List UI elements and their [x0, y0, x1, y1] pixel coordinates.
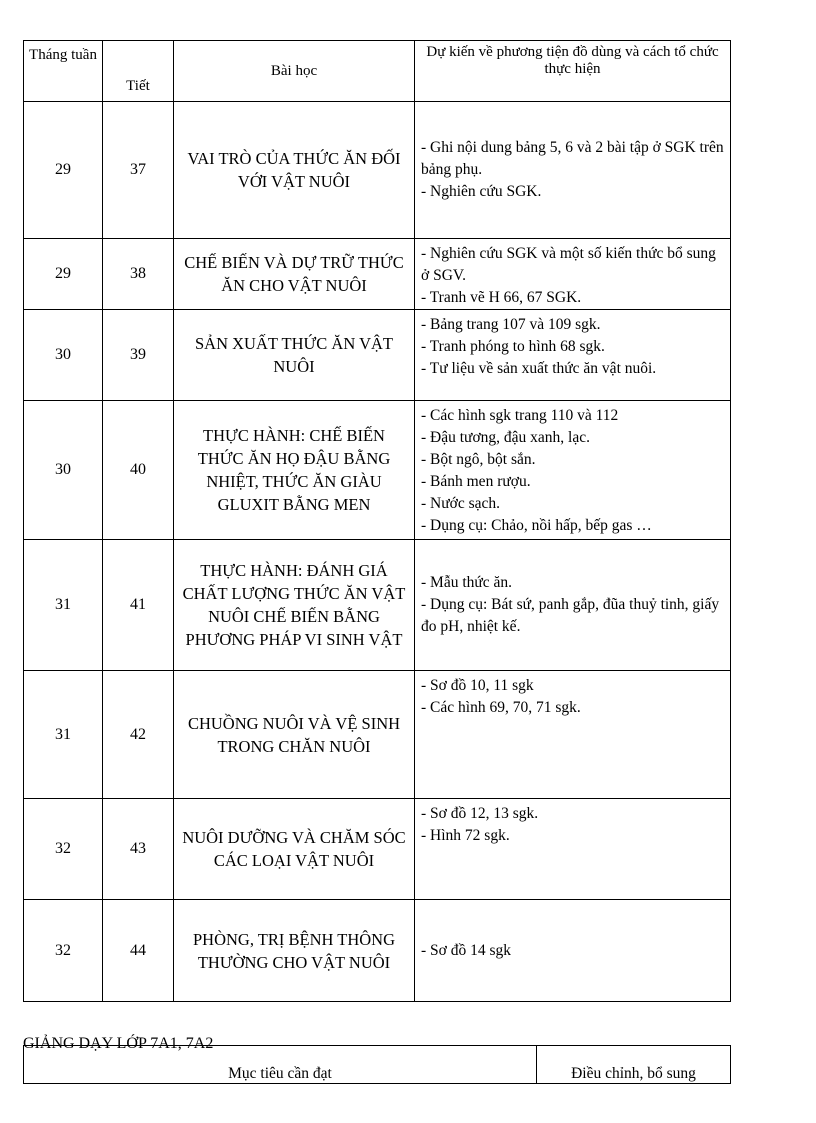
means-cell — [415, 310, 731, 401]
lesson-title-cell: PHÒNG, TRỊ BỆNH THÔNG THƯỜNG CHO VẬT NUÔI — [174, 900, 415, 1002]
means-item: - Hình 72 sgk. — [421, 827, 510, 844]
means-cell — [415, 401, 731, 540]
week-cell: 31 — [24, 671, 103, 799]
means-item: - Bánh men rượu. — [421, 473, 531, 490]
table-row — [24, 799, 731, 900]
means-item: - Sơ đồ 10, 11 sgk — [421, 677, 534, 694]
week-cell: 30 — [24, 401, 103, 540]
lesson-title-cell: THỰC HÀNH: CHẾ BIẾN THỨC ĂN HỌ ĐẬU BẰNG NHIỆT, THỨC ĂN GIÀU GLUXIT BẰNG MEN — [174, 401, 415, 540]
week-cell: 29 — [24, 239, 103, 310]
means-item: - Bột ngô, bột sắn. — [421, 451, 536, 468]
table-row — [24, 239, 731, 310]
means-cell — [415, 671, 731, 799]
means-item: - Nghiên cứu SGK. — [421, 183, 542, 200]
period-cell: 38 — [103, 239, 174, 310]
means-item: - Sơ đồ 12, 13 sgk. — [421, 805, 539, 822]
week-cell: 29 — [24, 102, 103, 239]
header-period: Tiết — [103, 41, 174, 102]
table-row — [24, 671, 731, 799]
means-item: - Nghiên cứu SGK và một số kiến thức bổ sung ở SGV. — [421, 245, 716, 284]
table-row — [24, 540, 731, 671]
lesson-title-cell: THỰC HÀNH: ĐÁNH GIÁ CHẤT LƯỢNG THỨC ĂN VẬT NUÔI CHẾ BIẾN BẰNG PHƯƠNG PHÁP VI SINH VẬT — [174, 540, 415, 671]
means-item: - Các hình 69, 70, 71 sgk. — [421, 699, 581, 716]
means-item: - Dụng cụ: Bát sứ, panh gắp, đũa thuỷ tinh, giấy đo pH, nhiệt kế. — [421, 596, 720, 635]
means-cell — [415, 799, 731, 900]
header-week: Tháng tuần — [24, 41, 103, 102]
lesson-title-cell: NUÔI DƯỠNG VÀ CHĂM SÓC CÁC LOẠI VẬT NUÔI — [174, 799, 415, 900]
header-means: Dự kiến về phương tiện đồ dùng và cách tổ chức thực hiện — [415, 41, 731, 102]
means-cell — [415, 239, 731, 310]
section-title: GIẢNG DẠY LỚP 7A1, 7A2 — [23, 1035, 214, 1052]
goals-table — [23, 1045, 731, 1084]
period-cell: 43 — [103, 799, 174, 900]
means-item: - Nước sạch. — [421, 495, 500, 512]
means-item: - Tranh vẽ H 66, 67 SGK. — [421, 289, 582, 306]
table-row — [24, 401, 731, 540]
goals-header-objectives: Mục tiêu cần đạt — [24, 1046, 537, 1084]
means-cell — [415, 102, 731, 239]
means-item: - Tranh phóng to hình 68 sgk. — [421, 338, 605, 355]
lesson-title-cell: CHUỒNG NUÔI VÀ VỆ SINH TRONG CHĂN NUÔI — [174, 671, 415, 799]
period-cell: 39 — [103, 310, 174, 401]
lesson-title-cell: VAI TRÒ CỦA THỨC ĂN ĐỐI VỚI VẬT NUÔI — [174, 102, 415, 239]
lesson-plan-table — [23, 40, 731, 1002]
means-cell — [415, 900, 731, 1002]
period-cell: 44 — [103, 900, 174, 1002]
means-item: - Sơ đồ 14 sgk — [421, 941, 512, 959]
period-cell: 37 — [103, 102, 174, 239]
week-cell: 32 — [24, 799, 103, 900]
table-row — [24, 900, 731, 1002]
period-cell: 41 — [103, 540, 174, 671]
header-row — [24, 41, 731, 102]
means-item: - Đậu tương, đậu xanh, lạc. — [421, 429, 590, 446]
goals-header-row — [24, 1046, 731, 1084]
week-cell: 32 — [24, 900, 103, 1002]
means-item: - Ghi nội dung bảng 5, 6 và 2 bài tập ở SGK trên bảng phụ. — [421, 139, 724, 178]
means-cell — [415, 540, 731, 671]
means-item: - Mẫu thức ăn. — [421, 574, 513, 591]
means-item: - Dụng cụ: Chảo, nồi hấp, bếp gas … — [421, 517, 652, 534]
week-cell: 30 — [24, 310, 103, 401]
table-row — [24, 102, 731, 239]
means-item: - Tư liệu về sản xuất thức ăn vật nuôi. — [421, 360, 657, 377]
table-row — [24, 310, 731, 401]
goals-header-adjustments: Điều chỉnh, bổ sung — [537, 1046, 731, 1084]
lesson-title-cell: SẢN XUẤT THỨC ĂN VẬT NUÔI — [174, 310, 415, 401]
means-item: - Các hình sgk trang 110 và 112 — [421, 407, 619, 424]
period-cell: 40 — [103, 401, 174, 540]
week-cell: 31 — [24, 540, 103, 671]
lesson-title-cell: CHẾ BIẾN VÀ DỰ TRỮ THỨC ĂN CHO VẬT NUÔI — [174, 239, 415, 310]
header-lesson: Bài học — [174, 41, 415, 102]
means-item: - Bảng trang 107 và 109 sgk. — [421, 316, 601, 333]
period-cell: 42 — [103, 671, 174, 799]
